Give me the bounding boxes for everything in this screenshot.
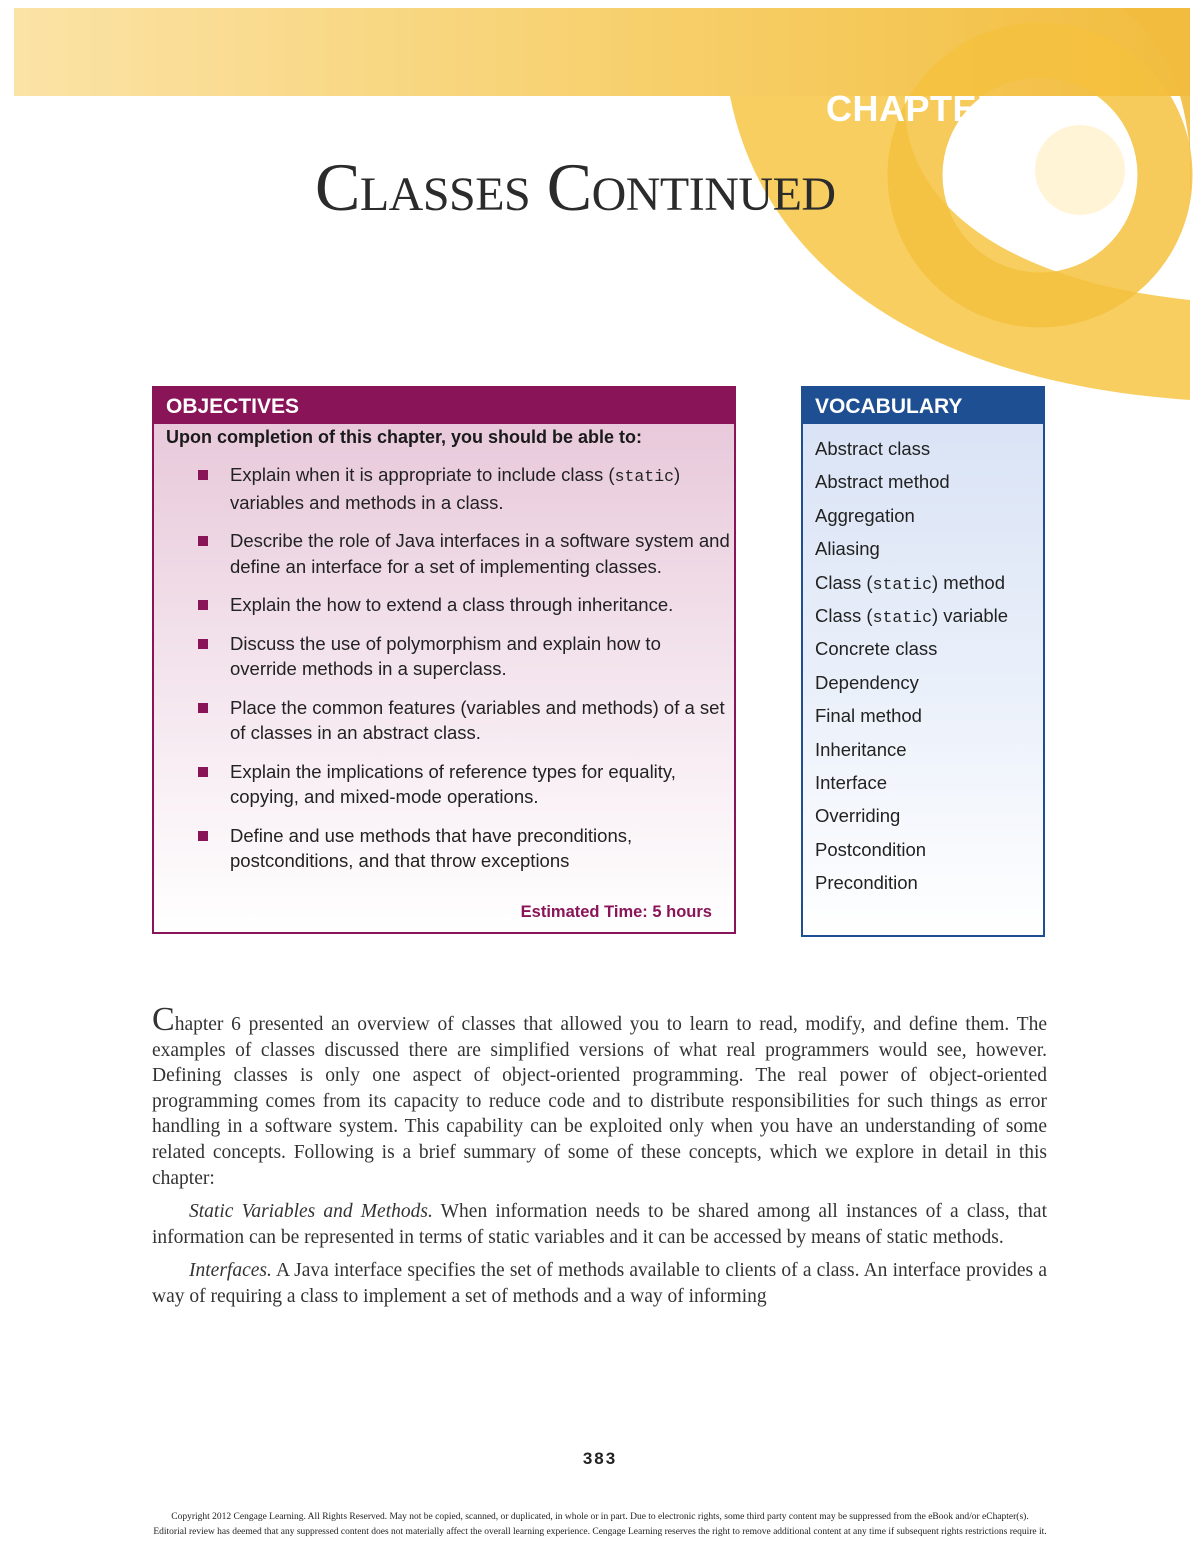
body-text xyxy=(152,1001,1047,1318)
vocabulary-term xyxy=(815,866,1043,899)
objective-item xyxy=(154,592,734,618)
drop-cap: C xyxy=(152,1001,175,1038)
page-number: 383 xyxy=(582,1449,618,1468)
objectives-intro: Upon completion of this chapter, you should be able to: xyxy=(166,427,643,447)
code-keyword: static xyxy=(872,607,932,627)
objectives-box xyxy=(152,386,736,934)
paragraph-3-run-in: Interfaces. xyxy=(189,1260,272,1282)
paragraph-2-text: When information needs to be shared among all instances of a class, that information can be represented in terms of static variables and it can be accessed by means of static methods. xyxy=(152,1201,1047,1248)
text-run: Explain the implications of reference types for equality, copying, and mixed-mode operations. xyxy=(230,760,676,807)
vocabulary-term xyxy=(815,699,1043,732)
vocabulary-term xyxy=(815,566,1043,599)
text-run: Abstract class xyxy=(815,438,931,459)
vocabulary-term xyxy=(815,632,1043,665)
text-run: Class ( xyxy=(815,604,873,626)
objective-item xyxy=(154,462,734,515)
text-run: Describe the role of Java interfaces in a software system and define an interface for a set of implementing classes. xyxy=(230,530,730,577)
vocabulary-term xyxy=(815,432,1043,465)
objective-item xyxy=(154,823,734,874)
text-run: Place the common features (variables and methods) of a set of classes in an abstract class. xyxy=(230,696,725,743)
text-run: Inheritance xyxy=(815,738,907,760)
text-run: Define and use methods that have preconditions, postconditions, and that throw exceptions xyxy=(230,824,633,871)
code-keyword: static xyxy=(872,574,932,594)
square-bullet-icon xyxy=(198,600,208,610)
text-run: Interface xyxy=(815,771,887,793)
text-run: Aliasing xyxy=(815,538,880,560)
text-run: Final method xyxy=(815,705,922,727)
vocabulary-term xyxy=(815,733,1043,766)
paragraph-1-text: hapter 6 presented an overview of classes that allowed you to learn to read, modify, and define them. The examples of classes discussed there are simplified versions of what real programmers would see, however. Defining classes is only one aspect of object-oriented programming. The real power of object-oriented programming comes from its capacity to reduce code and to distribute responsibilities for such things as error handling in a software system. This capability can be exploited only when you have an understanding of some related concepts. Following is a brief summary of some of these concepts, which we explore in detail in this chapter: xyxy=(152,1014,1047,1189)
vocabulary-term xyxy=(815,499,1043,532)
estimated-time: Estimated Time: 5 hours xyxy=(520,903,712,921)
objective-item xyxy=(154,528,734,579)
body-paragraph-3 xyxy=(152,1258,1047,1309)
body-paragraph-2 xyxy=(152,1199,1047,1250)
vocabulary-term xyxy=(815,833,1043,866)
objective-item xyxy=(154,759,734,810)
square-bullet-icon xyxy=(198,470,208,480)
text-run: Overriding xyxy=(815,805,901,827)
chapter-title: Classes Continued xyxy=(315,149,836,225)
text-run: Postcondition xyxy=(815,838,927,860)
chapter-label: CHAPTER 11 xyxy=(826,88,1054,129)
square-bullet-icon xyxy=(198,639,208,649)
code-keyword: static xyxy=(614,467,675,486)
text-run: Discuss the use of polymorphism and explain how to override methods in a superclass. xyxy=(230,632,661,679)
objective-item xyxy=(154,631,734,682)
vocabulary-term xyxy=(815,465,1043,498)
copyright-line-1: Copyright 2012 Cengage Learning. All Rights Reserved. May not be copied, scanned, or duplicated, in whole or in part. Due to electronic rights, some third party content may be suppressed from the eBook and/or eChapter(s). xyxy=(171,1512,1029,1522)
text-run: Explain the how to extend a class through inheritance. xyxy=(230,594,674,615)
vocabulary-term xyxy=(815,599,1043,632)
text-run: Precondition xyxy=(815,872,918,894)
paragraph-3-text: A Java interface specifies the set of methods available to clients of a class. An interface provides a way of requiring a class to implement a set of methods and a way of informing xyxy=(152,1260,1047,1307)
square-bullet-icon xyxy=(198,703,208,713)
vocabulary-list xyxy=(803,432,1043,899)
vocabulary-box xyxy=(801,386,1045,937)
objectives-list xyxy=(154,462,734,874)
square-bullet-icon xyxy=(198,536,208,546)
banner-swirl-core xyxy=(1035,125,1125,215)
body-paragraph-1 xyxy=(152,1001,1047,1191)
text-run: ) variables and methods in a class. xyxy=(230,464,681,513)
vocabulary-heading: VOCABULARY xyxy=(803,388,1043,424)
vocabulary-term xyxy=(815,799,1043,832)
text-run: Class ( xyxy=(815,571,873,593)
text-run: ) variable xyxy=(931,604,1009,626)
square-bullet-icon xyxy=(198,831,208,841)
copyright-line-2: Editorial review has deemed that any suppressed content does not materially affect the overall learning experience. Cengage Learning reserves the right to remove additional content at any time if subsequent rights restrictions require it. xyxy=(153,1527,1047,1537)
vocabulary-term xyxy=(815,532,1043,565)
objective-item xyxy=(154,695,734,746)
text-run: Concrete class xyxy=(815,638,938,660)
text-run: Dependency xyxy=(815,671,919,693)
paragraph-2-run-in: Static Variables and Methods. xyxy=(189,1201,433,1223)
vocabulary-term xyxy=(815,666,1043,699)
text-run: Abstract method xyxy=(815,471,950,493)
text-run: ) method xyxy=(931,571,1005,593)
objectives-heading: OBJECTIVES xyxy=(154,388,734,424)
text-run: Aggregation xyxy=(815,504,915,526)
text-run: Explain when it is appropriate to include class ( xyxy=(230,464,615,485)
vocabulary-term xyxy=(815,766,1043,799)
square-bullet-icon xyxy=(198,767,208,777)
copyright-notice xyxy=(20,1510,1180,1540)
